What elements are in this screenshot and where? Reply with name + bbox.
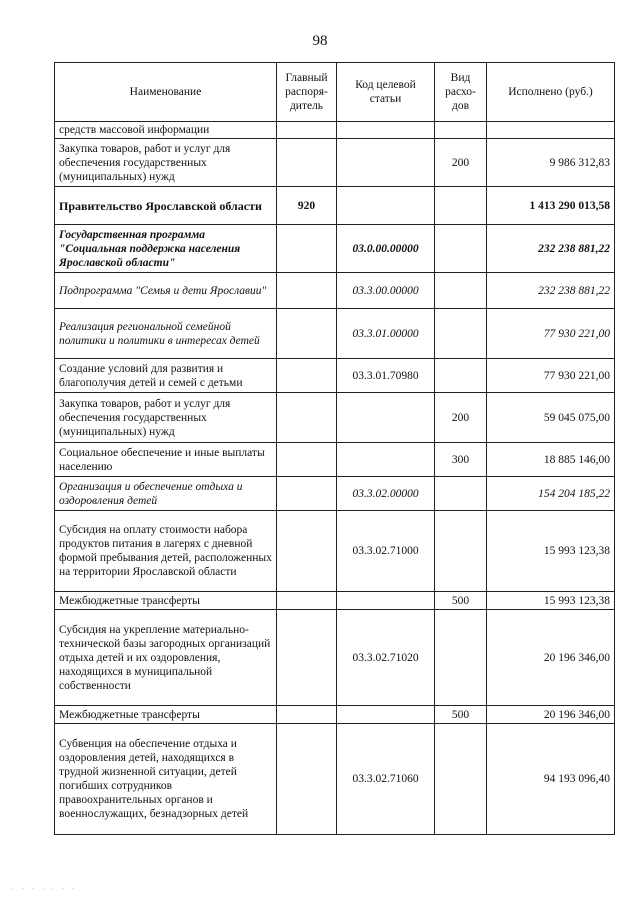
- row-target-code: 03.3.01.70980: [337, 359, 435, 393]
- row-main-manager: [277, 511, 337, 592]
- header-name: Наименование: [55, 63, 277, 122]
- row-expense-type: [435, 122, 487, 139]
- row-expense-type: 500: [435, 706, 487, 724]
- row-expense-type: [435, 273, 487, 309]
- scan-artifact: . . . . . . .: [12, 882, 77, 891]
- row-name: средств массовой информации: [55, 122, 277, 139]
- row-name: Закупка товаров, работ и услуг для обеспечения государственных (муниципальных) нужд: [55, 393, 277, 443]
- row-expense-type: [435, 187, 487, 225]
- row-name: Субсидия на укрепление материально-технической базы загородных организаций отдыха детей и их оздоровления, находящихся в муниципальной собственности: [55, 610, 277, 706]
- row-expense-type: [435, 225, 487, 273]
- table-row: [55, 225, 615, 273]
- row-executed: 77 930 221,00: [487, 359, 615, 393]
- row-name: Реализация региональной семейной политики и политики в интересах детей: [55, 309, 277, 359]
- row-name: Межбюджетные трансферты: [55, 592, 277, 610]
- row-main-manager: [277, 309, 337, 359]
- table-row: [55, 477, 615, 511]
- budget-execution-table: [54, 62, 615, 835]
- row-expense-type: [435, 511, 487, 592]
- row-target-code: 03.3.02.71000: [337, 511, 435, 592]
- row-executed: 94 193 096,40: [487, 724, 615, 835]
- row-target-code: [337, 443, 435, 477]
- row-executed: 20 196 346,00: [487, 610, 615, 706]
- table-row: [55, 443, 615, 477]
- row-expense-type: [435, 724, 487, 835]
- row-expense-type: 500: [435, 592, 487, 610]
- row-name: Закупка товаров, работ и услуг для обеспечения государственных (муниципальных) нужд: [55, 139, 277, 187]
- row-target-code: 03.0.00.00000: [337, 225, 435, 273]
- row-name: Субсидия на оплату стоимости набора продуктов питания в лагерях с дневной формой пребывания детей, расположенных на территории Ярославской области: [55, 511, 277, 592]
- row-expense-type: 200: [435, 139, 487, 187]
- row-expense-type: 300: [435, 443, 487, 477]
- row-main-manager: [277, 706, 337, 724]
- row-target-code: [337, 706, 435, 724]
- row-executed: [487, 122, 615, 139]
- row-main-manager: [277, 443, 337, 477]
- header-expense-type: Вид расхо-дов: [435, 63, 487, 122]
- row-executed: 232 238 881,22: [487, 225, 615, 273]
- row-executed: 15 993 123,38: [487, 592, 615, 610]
- row-target-code: [337, 393, 435, 443]
- row-name: Подпрограмма "Семья и дети Ярославии": [55, 273, 277, 309]
- row-main-manager: [277, 477, 337, 511]
- row-executed: 59 045 075,00: [487, 393, 615, 443]
- row-name: Правительство Ярославской области: [55, 187, 277, 225]
- table-row: [55, 359, 615, 393]
- table-row: [55, 706, 615, 724]
- row-executed: 9 986 312,83: [487, 139, 615, 187]
- row-main-manager: [277, 724, 337, 835]
- row-name: Социальное обеспечение и иные выплаты населению: [55, 443, 277, 477]
- table-row: [55, 610, 615, 706]
- row-target-code: [337, 187, 435, 225]
- table-row: [55, 309, 615, 359]
- row-main-manager: [277, 225, 337, 273]
- row-main-manager: [277, 592, 337, 610]
- row-executed: 15 993 123,38: [487, 511, 615, 592]
- row-expense-type: 200: [435, 393, 487, 443]
- row-executed: 154 204 185,22: [487, 477, 615, 511]
- row-executed: 1 413 290 013,58: [487, 187, 615, 225]
- row-name: Создание условий для развития и благополучия детей и семей с детьми: [55, 359, 277, 393]
- row-expense-type: [435, 477, 487, 511]
- table-row: [55, 139, 615, 187]
- table-row: [55, 122, 615, 139]
- row-name: Государственная программа "Социальная поддержка населения Ярославской области": [55, 225, 277, 273]
- row-main-manager: [277, 273, 337, 309]
- row-name: Межбюджетные трансферты: [55, 706, 277, 724]
- row-executed: 232 238 881,22: [487, 273, 615, 309]
- row-target-code: [337, 139, 435, 187]
- table-row: [55, 592, 615, 610]
- row-expense-type: [435, 309, 487, 359]
- row-target-code: [337, 122, 435, 139]
- row-main-manager: [277, 393, 337, 443]
- table-row: [55, 724, 615, 835]
- row-main-manager: [277, 122, 337, 139]
- row-main-manager: [277, 139, 337, 187]
- page-number: 98: [312, 33, 328, 49]
- row-main-manager: [277, 359, 337, 393]
- row-executed: 20 196 346,00: [487, 706, 615, 724]
- row-executed: 77 930 221,00: [487, 309, 615, 359]
- row-name: Организация и обеспечение отдыха и оздоровления детей: [55, 477, 277, 511]
- row-main-manager: 920: [277, 187, 337, 225]
- header-executed: Исполнено (руб.): [487, 63, 615, 122]
- row-target-code: 03.3.02.71060: [337, 724, 435, 835]
- header-target-code: Код целевой статьи: [337, 63, 435, 122]
- row-expense-type: [435, 359, 487, 393]
- row-target-code: 03.3.02.00000: [337, 477, 435, 511]
- header-main-manager: Главный распоря-дитель: [277, 63, 337, 122]
- table-row: [55, 273, 615, 309]
- row-main-manager: [277, 610, 337, 706]
- row-name: Субвенция на обеспечение отдыха и оздоровления детей, находящихся в трудной жизненной ситуации, детей погибших сотрудников правоохранительных органов и военнослужащих, безнадзорных детей: [55, 724, 277, 835]
- row-target-code: 03.3.00.00000: [337, 273, 435, 309]
- table-row: [55, 511, 615, 592]
- row-target-code: 03.3.01.00000: [337, 309, 435, 359]
- row-executed: 18 885 146,00: [487, 443, 615, 477]
- table-row: [55, 393, 615, 443]
- table-header-row: [55, 63, 615, 122]
- row-target-code: 03.3.02.71020: [337, 610, 435, 706]
- row-expense-type: [435, 610, 487, 706]
- row-target-code: [337, 592, 435, 610]
- table-row: [55, 187, 615, 225]
